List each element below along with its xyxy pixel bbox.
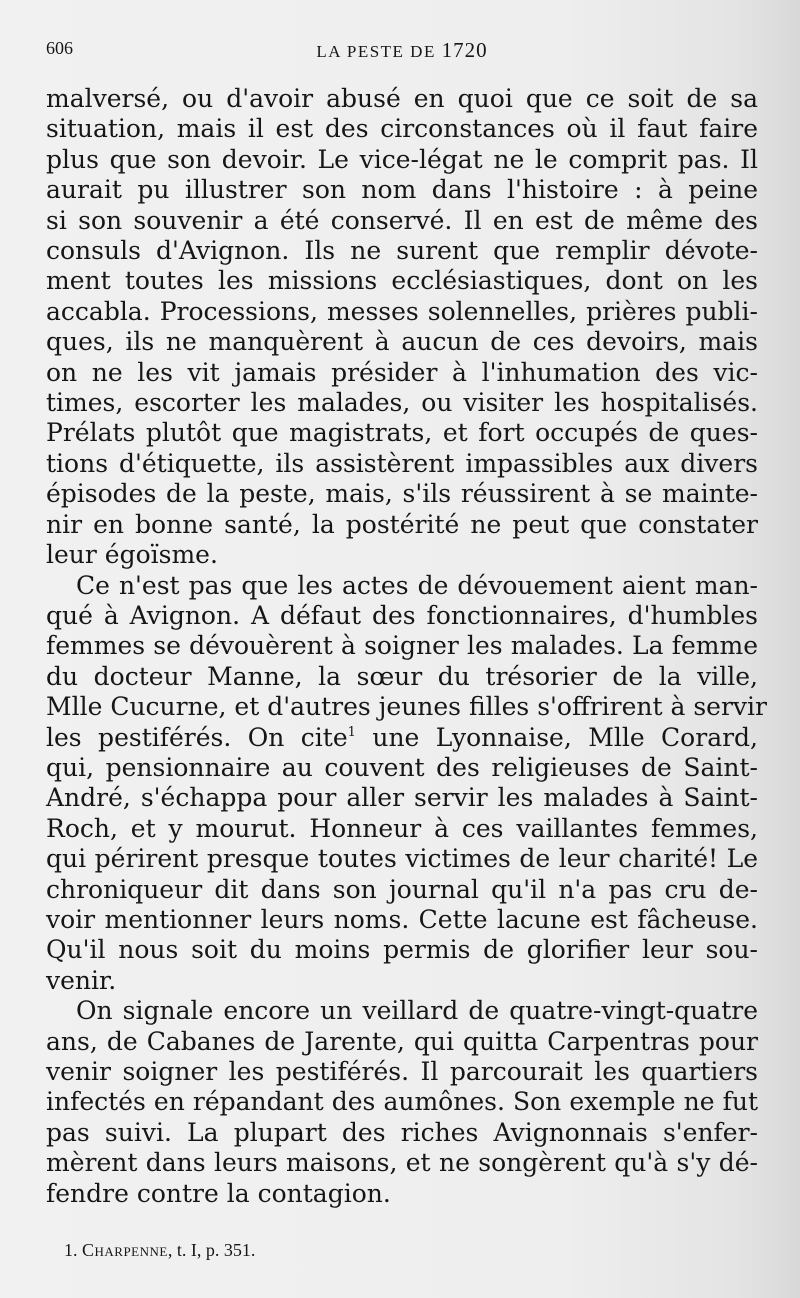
text-line: qui, pensionnaire au couvent des religieuses de Saint- — [46, 752, 758, 782]
running-title-year: 1720 — [441, 38, 488, 62]
text-line: on ne les vit jamais présider à l'inhumation des vic- — [46, 357, 758, 387]
text-line-with-footnote-ref — [46, 723, 758, 753]
text-line: malversé, ou d'avoir abusé en quoi que ce soit de sa — [46, 84, 758, 113]
text-line: infectés en répandant des aumônes. Son exemple ne fut — [46, 1087, 758, 1117]
paragraph-1 — [46, 84, 758, 571]
text-line: ment toutes les missions ecclésiastiques, dont on les — [46, 266, 758, 296]
text-line: ques, ils ne manquèrent à aucun de ces devoirs, mais — [46, 327, 758, 357]
paragraph-2 — [46, 570, 767, 997]
text-line: nir en bonne santé, la postérité ne peut que constater — [46, 509, 758, 539]
text-line: épisodes de la peste, mais, s'ils réussirent à se mainte- — [46, 479, 758, 509]
text-line: si son souvenir a été conservé. Il en est de même des — [46, 205, 758, 235]
footnote-ref: 1 — [347, 724, 356, 740]
text-line: mèrent dans leurs maisons, et ne songèrent qu'à s'y dé- — [46, 1148, 758, 1178]
paragraph-3 — [46, 996, 758, 1209]
text-line: Qu'il nous soit du moins permis de glorifier leur sou- — [46, 935, 758, 965]
text-line: times, escorter les malades, ou visiter les hospitalisés. — [46, 388, 758, 418]
text-line: qué à Avignon. A défaut des fonctionnaires, d'humbles — [46, 600, 758, 630]
text-line: pas suivi. La plupart des riches Avignonnais s'enfer- — [46, 1117, 758, 1147]
page-header — [46, 36, 758, 62]
text-line: leur égoïsme. — [46, 540, 218, 570]
text-line: Roch, et y mourut. Honneur à ces vaillantes femmes, — [46, 813, 758, 843]
footnote-number: 1. — [64, 1240, 78, 1260]
text-line: Ce n'est pas que les actes de dévouement aient man- — [76, 570, 758, 600]
running-title-text: LA PESTE DE — [316, 42, 436, 61]
text-line: aurait pu illustrer son nom dans l'histoire : à peine — [46, 175, 758, 205]
footnote-1 — [64, 1240, 754, 1261]
text-line: consuls d'Avignon. Ils ne surent que remplir dévote- — [46, 236, 758, 266]
text-line: fendre contre la contagion. — [46, 1178, 391, 1208]
text-line: ans, de Cabanes de Jarente, qui quitta Carpentras pour — [46, 1026, 758, 1056]
text-line: accabla. Processions, messes solennelles, prières publi- — [46, 296, 758, 326]
text-line: qui périrent presque toutes victimes de leur charité! Le — [46, 844, 758, 874]
text-line: Mlle Cucurne, et d'autres jeunes filles s'offrirent à servir — [46, 692, 767, 722]
cite-before: les pestiférés. On cite — [46, 722, 348, 752]
text-line: André, s'échappa pour aller servir les malades à Saint- — [46, 783, 758, 813]
footnote-author: Charpenne — [82, 1240, 168, 1260]
text-line: On signale encore un veillard de quatre-vingt-quatre — [76, 996, 758, 1026]
text-line: tions d'étiquette, ils assistèrent impassibles aux divers — [46, 448, 758, 478]
text-line: plus que son devoir. Le vice-légat ne le comprit pas. Il — [46, 144, 758, 174]
footnotes — [64, 1240, 754, 1261]
text-line: situation, mais il est des circonstances où il faut faire — [46, 114, 758, 144]
text-line: venir. — [46, 965, 117, 995]
footnote-reference: , t. I, p. 351. — [167, 1240, 256, 1260]
running-title — [46, 38, 758, 63]
cite-after: une Lyonnaise, Mlle Corard, — [355, 722, 758, 752]
text-line: du docteur Manne, la sœur du trésorier de la ville, — [46, 661, 758, 691]
text-line: chroniqueur dit dans son journal qu'il n'a pas cru de- — [46, 874, 758, 904]
page-number: 606 — [46, 38, 73, 58]
body-text — [46, 84, 767, 1209]
text-line: Prélats plutôt que magistrats, et fort occupés de ques- — [46, 418, 758, 448]
text-line: venir soigner les pestiférés. Il parcourait les quartiers — [46, 1057, 758, 1086]
text-line: femmes se dévouèrent à soigner les malades. La femme — [46, 631, 758, 661]
text-line: voir mentionner leurs noms. Cette lacune est fâcheuse. — [46, 904, 758, 934]
